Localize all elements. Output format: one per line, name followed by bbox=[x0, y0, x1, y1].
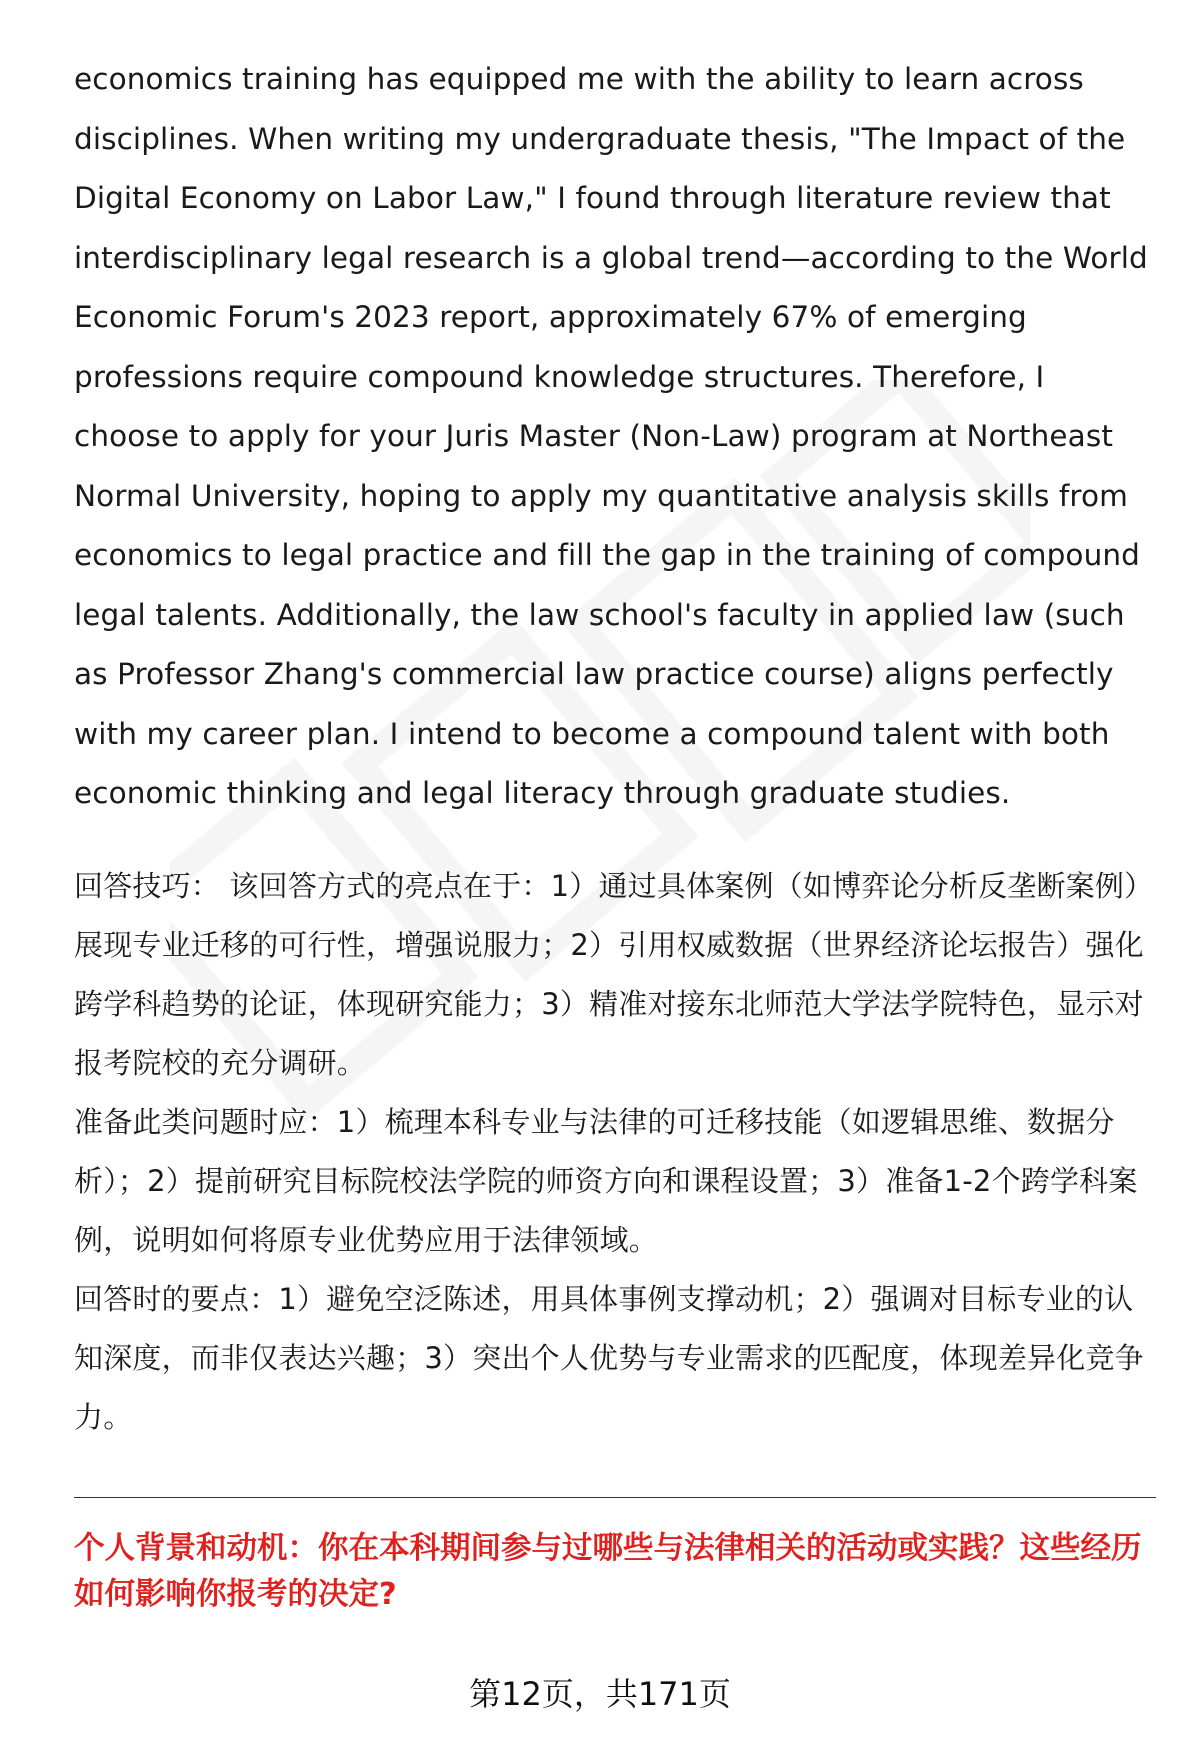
tips-section bbox=[74, 857, 1156, 1447]
next-question-heading: 个人背景和动机：你在本科期间参与过哪些与法律相关的活动或实践？这些经历如何影响你报考的决定? bbox=[74, 1531, 1142, 1612]
english-answer-paragraph: economics training has equipped me with the ability to learn across disciplines. When writing my undergraduate thesis, "The Impact of the Digital Economy on Labor Law," I found through literature review that interdisciplinary legal research is a global trend—according to the World Economic Forum's 2023 report, approximately 67% of emerging professions require compound knowledge structures. Therefore, I choose to apply for your Juris Master (Non-Law) program at Northeast Normal University, hoping to apply my quantitative analysis skills from economics to legal practice and fill the gap in the training of compound legal talents. Additionally, the law school's faculty in applied law (such as Professor Zhang's commercial law practice course) aligns perfectly with my career plan. I intend to become a compound talent with both economic thinking and legal literacy through graduate studies. bbox=[74, 62, 1148, 810]
section-divider bbox=[74, 1497, 1156, 1498]
key-points-paragraph: 回答时的要点：1）避免空泛陈述，用具体事例支撑动机；2）强调对目标专业的认知深度，而非仅表达兴趣；3）突出个人优势与专业需求的匹配度，体现差异化竞争力。 bbox=[74, 1281, 1144, 1434]
answer-tips-paragraph: 回答技巧： 该回答方式的亮点在于：1）通过具体案例（如博弈论分析反垄断案例）展现专业迁移的可行性，增强说服力；2）引用权威数据（世界经济论坛报告）强化跨学科趋势的论证，体现研究能力；3）精准对接东北师范大学法学院特色，显示对报考院校的充分调研。 bbox=[74, 868, 1154, 1080]
main-content bbox=[74, 50, 1156, 1447]
page-number-footer: 第12页，共171页 bbox=[469, 1675, 731, 1713]
preparation-paragraph: 准备此类问题时应：1）梳理本科专业与法律的可迁移技能（如逻辑思维、数据分析）；2）提前研究目标院校法学院的师资方向和课程设置；3）准备1-2个跨学科案例，说明如何将原专业优势应用于法律领域。 bbox=[74, 1104, 1138, 1257]
